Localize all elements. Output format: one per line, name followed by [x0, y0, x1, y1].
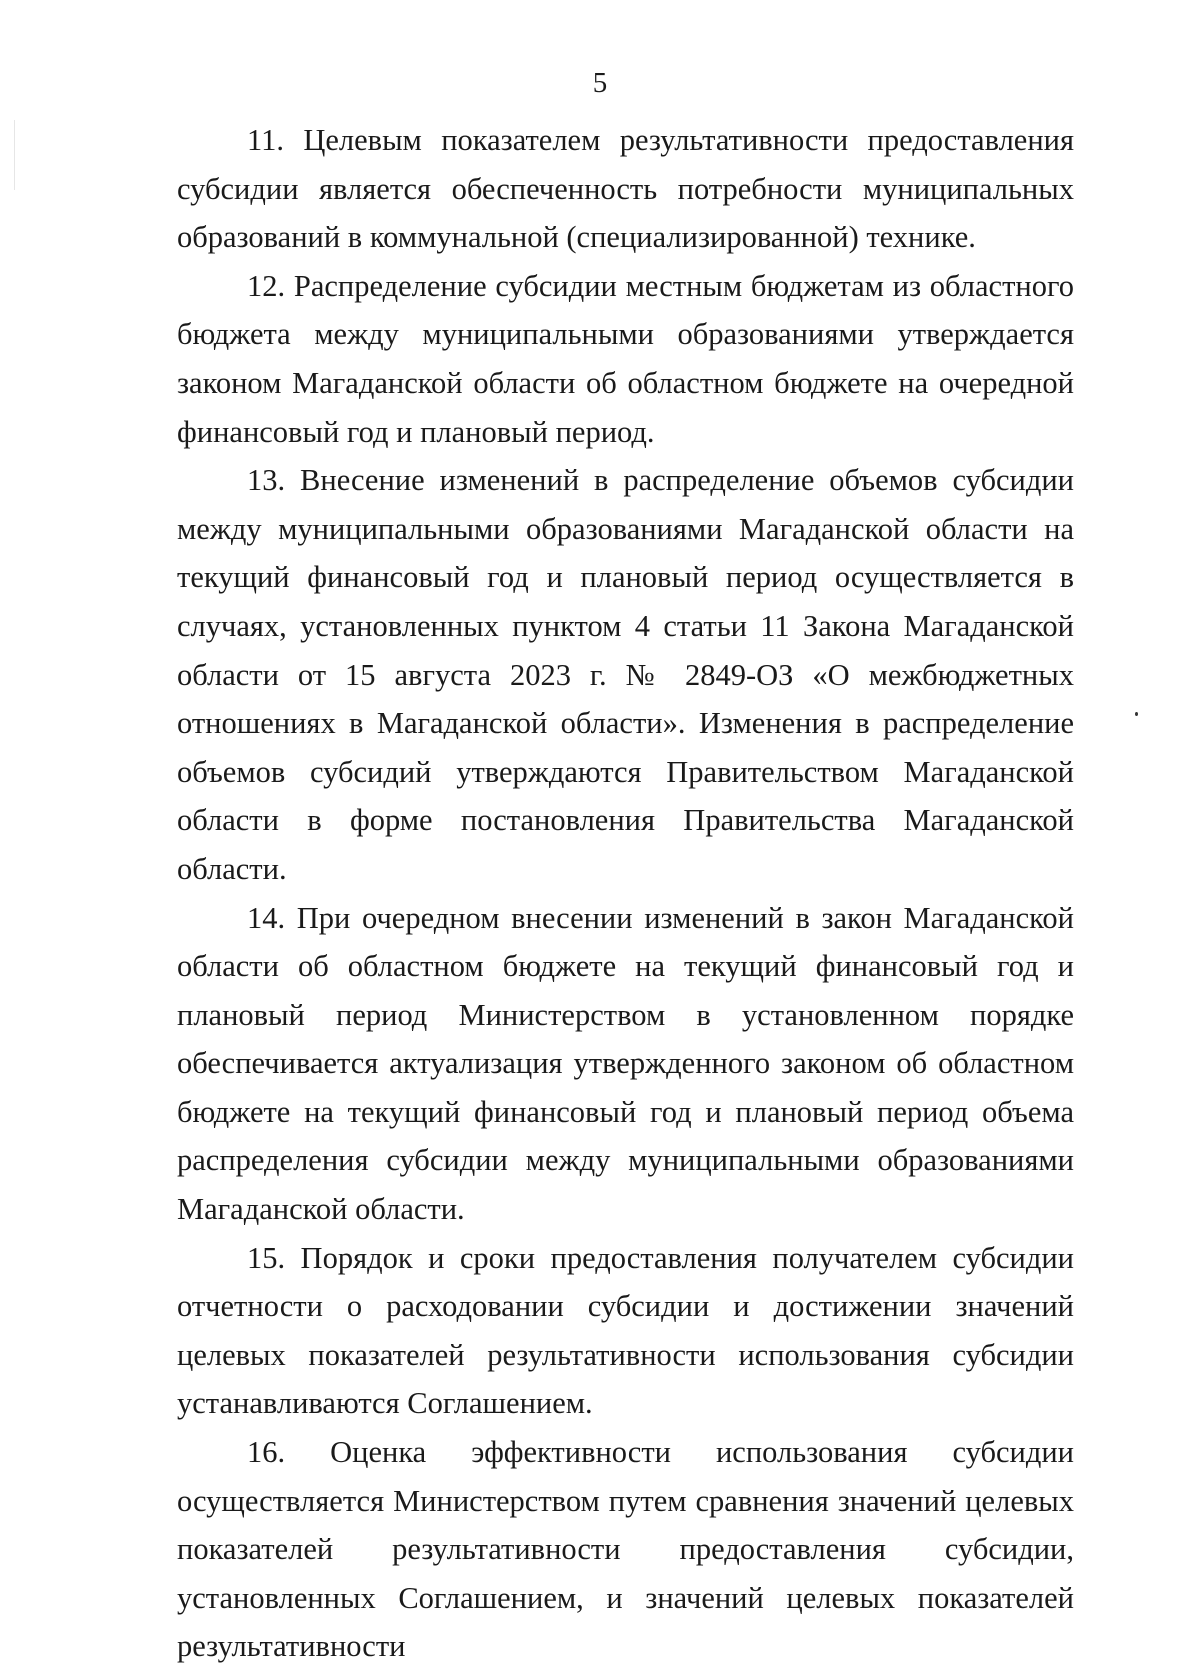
scan-edge-line	[14, 120, 15, 190]
paragraph-12: 12. Распределение субсидии местным бюджетам из областного бюджета между муниципальными образованиями утверждается законом Магаданской области об областном бюджете на очередной финансовый год и плановый период.	[177, 268, 1074, 449]
paragraph-16: 16. Оценка эффективности использования субсидии осуществляется Министерством путем сравнения значений целевых показателей результативности предоставления субсидии, установленных Соглашением, и значений целевых показателей результативности	[177, 1435, 1074, 1664]
scan-speck	[1135, 712, 1138, 716]
page-number: 5	[592, 67, 608, 99]
document-body	[177, 116, 1074, 1671]
paragraph-14: 14. При очередном внесении изменений в закон Магаданской области об областном бюджете на текущий финансовый год и плановый период Министерством в установленном порядке обеспечивается актуализация утвержденного законом об областном бюджете на текущий финансовый год и плановый период объема распределения субсидии между муниципальными образованиями Магаданской области.	[177, 900, 1074, 1227]
paragraph-13: 13. Внесение изменений в распределение объемов субсидии между муниципальными образованиями Магаданской области на текущий финансовый год и плановый период осуществляется в случаях, установленных пунктом 4 статьи 11 Закона Магаданской области от 15 августа 2023 г. № 2849-ОЗ «О межбюджетных отношениях в Магаданской области». Изменения в распределение объемов субсидий утверждаются Правительством Магаданской области в форме постановления Правительства Магаданской области.	[177, 463, 1074, 886]
paragraph-11: 11. Целевым показателем результативности предоставления субсидии является обеспеченность потребности муниципальных образований в коммунальной (специализированной) технике.	[177, 123, 1074, 255]
paragraph-15: 15. Порядок и сроки предоставления получателем субсидии отчетности о расходовании субсидии и достижении значений целевых показателей результативности использования субсидии устанавливаются Соглашением.	[177, 1240, 1074, 1421]
